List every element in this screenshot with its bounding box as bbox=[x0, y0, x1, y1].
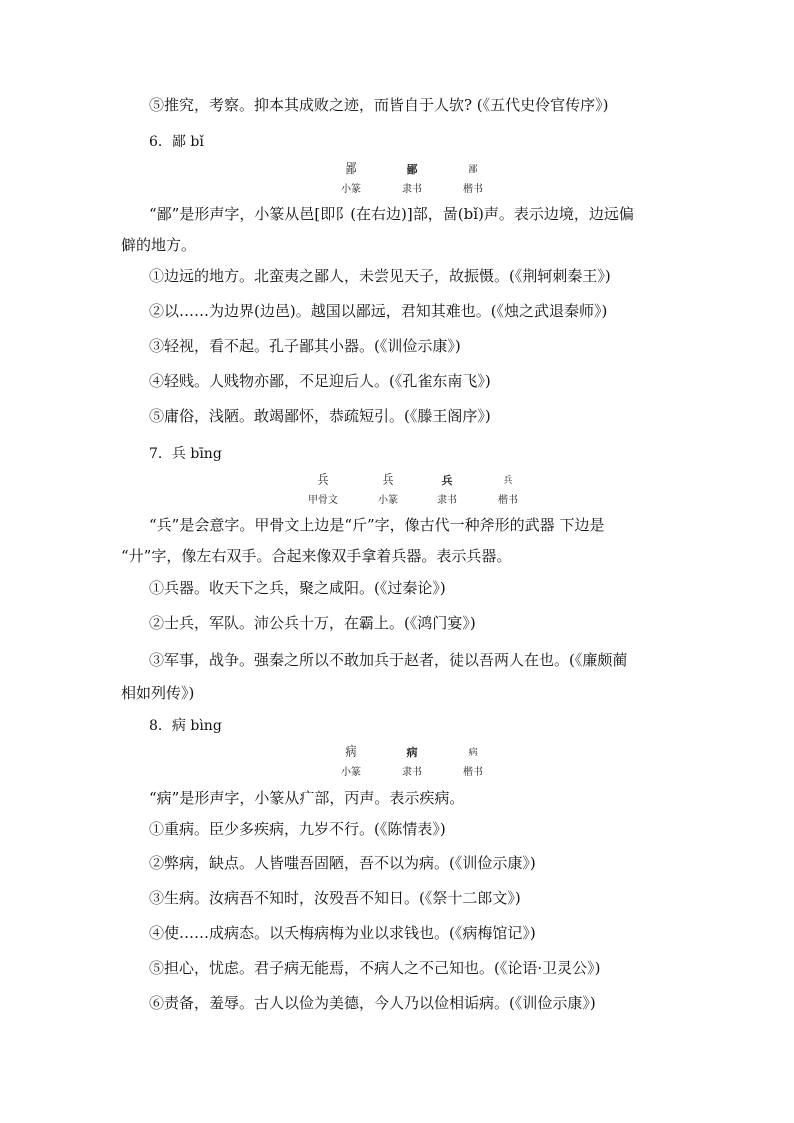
glyph-label: 隶书 bbox=[402, 184, 422, 195]
entry-heading: 6．鄙 bǐ bbox=[149, 134, 204, 150]
glyph-label: 小篆 bbox=[378, 495, 398, 506]
description-line: “兵”是会意字。甲骨文上边是“斤”字，像古代一种斧形的武器 下边是 bbox=[149, 516, 605, 534]
entry-heading: 8．病 bìng bbox=[149, 718, 222, 734]
sense-line: 相如列传》) bbox=[121, 684, 195, 702]
clerical-script-glyph: 鄙 bbox=[406, 163, 418, 176]
sense-line: ①重病。臣少多疾病，九岁不行。(《陈情表》) bbox=[149, 820, 446, 838]
glyph-label: 隶书 bbox=[437, 495, 457, 506]
sense-line: ⑤担心，忧虑。君子病无能焉，不病人之不己知也。(《论语·卫灵公》) bbox=[149, 959, 601, 977]
glyph-label: 楷书 bbox=[463, 767, 483, 778]
glyph-label: 楷书 bbox=[498, 495, 518, 506]
sense-line: ①边远的地方。北蛮夷之鄙人，未尝见天子，故振慑。(《荆轲刺秦王》) bbox=[149, 267, 611, 285]
entry-heading: 7．兵 bīng bbox=[149, 446, 222, 462]
sense-line: ③生病。汝病吾不知时，汝殁吾不知日。(《祭十二郎文》) bbox=[149, 889, 521, 907]
glyph-label: 小篆 bbox=[341, 767, 361, 778]
sense-line: ③军事，战争。强秦之所以不敢加兵于赵者，徒以吾两人在也。(《廉颇蔺 bbox=[149, 651, 628, 669]
description-line: “廾”字，像左右双手。合起来像双手拿着兵器。表示兵器。 bbox=[121, 547, 512, 565]
description-line: 僻的地方。 bbox=[121, 236, 197, 254]
sense-line: ②以……为边界(边邑)。越国以鄙远，君知其难也。(《烛之武退秦师》) bbox=[149, 302, 608, 320]
sense-line: ④轻贱。人贱物亦鄙，不足迎后人。(《孔雀东南飞》) bbox=[149, 372, 491, 390]
sense-line: ⑤推究，考察。抑本其成败之迹，而皆自于人欤? (《五代史伶官传序》) bbox=[149, 96, 609, 114]
sense-line: ④使……成病态。以夭梅病梅为业以求钱也。(《病梅馆记》) bbox=[149, 924, 536, 942]
sense-line: ⑥责备，羞辱。古人以俭为美德，今人乃以俭相诟病。(《训俭示康》) bbox=[149, 994, 596, 1012]
clerical-script-glyph: 病 bbox=[406, 746, 418, 759]
sense-line: ①兵器。收天下之兵，聚之咸阳。(《过秦论》) bbox=[149, 579, 446, 597]
sense-line: ②士兵，军队。沛公兵十万，在霸上。(《鸿门宴》) bbox=[149, 614, 476, 632]
glyph-label: 甲骨文 bbox=[308, 495, 338, 506]
seal-script-glyph: 病 bbox=[345, 743, 357, 760]
description-line: “鄙”是形声字，小篆从邑[即阝(在右边)]部，啚(bǐ)声。表示边境，边远偏 bbox=[149, 205, 634, 223]
glyph-label: 隶书 bbox=[402, 767, 422, 778]
regular-script-glyph: 鄙 bbox=[468, 165, 478, 175]
description-line: “病”是形声字，小篆从疒部，丙声。表示疾病。 bbox=[149, 789, 465, 807]
glyph-label: 楷书 bbox=[463, 184, 483, 195]
sense-line: ②弊病，缺点。人皆嗤吾固陋，吾不以为病。(《训俭示康》) bbox=[149, 854, 536, 872]
glyph-label: 小篆 bbox=[341, 184, 361, 195]
regular-script-glyph: 病 bbox=[468, 748, 478, 758]
sense-line: ③轻视，看不起。孔子鄙其小器。(《训俭示康》) bbox=[149, 337, 461, 355]
regular-script-glyph: 兵 bbox=[503, 476, 513, 486]
sense-line: ⑤庸俗，浅陋。敢竭鄙怀，恭疏短引。(《滕王阁序》) bbox=[149, 407, 491, 425]
oracle-bone-glyph: 兵 bbox=[317, 471, 329, 488]
seal-script-glyph: 兵 bbox=[382, 471, 394, 488]
clerical-script-glyph: 兵 bbox=[441, 474, 453, 487]
seal-script-glyph: 鄙 bbox=[345, 160, 357, 177]
